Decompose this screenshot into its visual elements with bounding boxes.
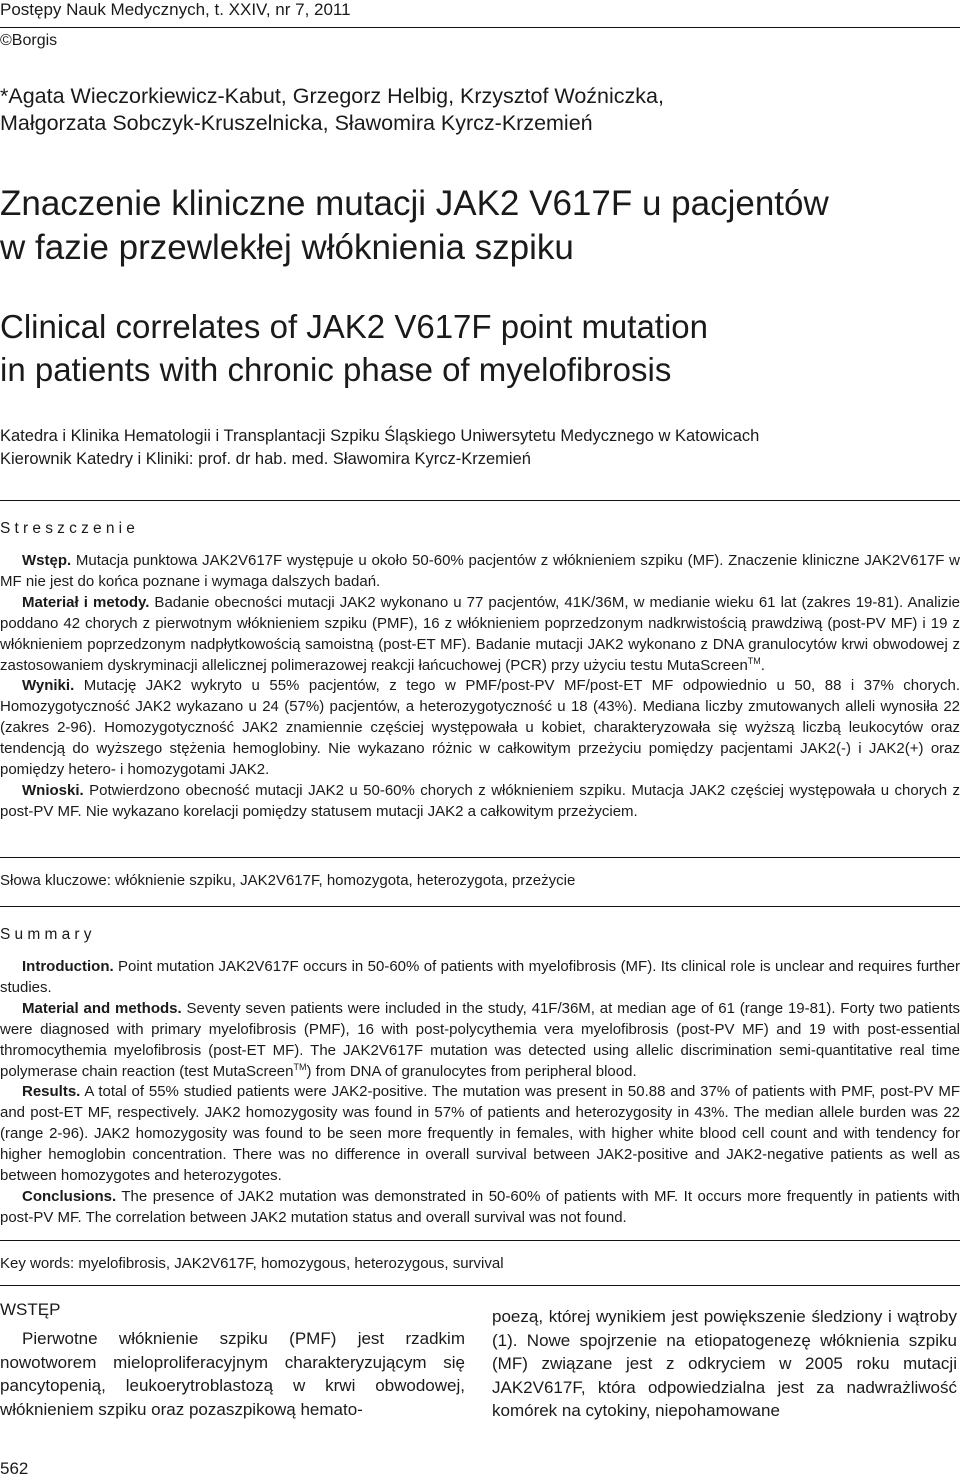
title-polish-line-1: Znaczenie kliniczne mutacji JAK2 V617F u pacjentów	[0, 184, 829, 223]
abstract-pl-results-text: Mutację JAK2 wykryto u 55% pacjentów, z tego w PMF/post-PV MF/post-ET MF odpowiednio u 50, 88 i 37% chorych. Homozygotyczność JAK2 wykazano u 24 (57%) pacjentów, a heterozygotyczność u 18 (43%). Mediana liczby zmutowanych alleli wynosiła 22 (zakres 2-96). Homozygotyczność JAK2 znamiennie częściej występowała u kobiet, charakteryzowała się wyższą liczbą leukocytów oraz tendencją do wyższego stężenia hemoglobiny. Nie wykazano różnic w całkowitym przeżyciu pomiędzy pacjentami JAK2(-) i JAK2(+) oraz pomiędzy hetero- i homozygotami JAK2.	[0, 677, 960, 779]
abstract-pl-results	[0, 676, 960, 781]
abstract-pl-conclusions	[0, 781, 960, 823]
section-heading-introduction: WSTĘP	[0, 1300, 61, 1319]
author-list	[0, 83, 664, 137]
title-english	[0, 305, 708, 391]
abstract-pl-introduction-label: Wstęp.	[22, 552, 72, 569]
abstract-en-results	[0, 1082, 960, 1187]
author-line-2: Małgorzata Sobczyk-Kruszelnicka, Sławomira Kyrcz-Krzemień	[0, 111, 593, 135]
title-english-line-1: Clinical correlates of JAK2 V617F point mutation	[0, 308, 709, 345]
abstract-en-conclusions-label: Conclusions.	[22, 1187, 117, 1205]
abstract-pl-introduction	[0, 551, 960, 593]
title-polish-line-2: w fazie przewlekłej włóknienia szpiku	[0, 228, 574, 267]
body-column-right	[492, 1305, 957, 1423]
trademark-mark: TM	[747, 655, 761, 666]
abstract-pl-introduction-text: Mutacja punktowa JAK2V617F występuje u około 50-60% pacjentów z włóknieniem szpiku (MF). Znaczenie kliniczne JAK2V617F w MF nie jest do końca poznane i wymaga dalszych badań.	[0, 552, 960, 590]
section-rule	[0, 1240, 960, 1241]
abstract-pl-results-label: Wyniki.	[22, 677, 75, 695]
abstract-en-introduction-label: Introduction.	[22, 958, 114, 975]
abstract-en-methods-label: Material and methods.	[22, 999, 182, 1017]
abstract-en-methods-end: ) from DNA of granulocytes from peripheral blood.	[306, 1062, 637, 1080]
body-paragraph: Pierwotne włóknienie szpiku (PMF) jest rzadkim nowotworem mieloproliferacyjnym charakteryzującym się pancytopenią, leukoerytroblastozą w krwi obwodowej, włóknieniem szpiku oraz pozaszpikową hemato-	[0, 1329, 465, 1419]
body-paragraph: poezą, której wynikiem jest powiększenie śledziony i wątroby (1). Nowe spojrzenie na etiopatogenezę włóknienia szpiku (MF) związane jest z odkryciem w 2005 roku mutacji JAK2V617F, która odpowiedzialna jest za nadwrażliwość komórek na cytokiny, niepohamowane	[492, 1307, 957, 1420]
abstract-en-results-label: Results.	[22, 1083, 81, 1101]
abstract-en-conclusions	[0, 1187, 960, 1229]
summary-heading: Summary	[0, 926, 96, 943]
abstract-en-introduction-text: Point mutation JAK2V617F occurs in 50-60% of patients with myelofibrosis (MF). Its clinical role is unclear and requires further studies.	[0, 958, 960, 996]
publisher-mark: ©Borgis	[0, 32, 58, 49]
keywords-polish: Słowa kluczowe: włóknienie szpiku, JAK2V617F, homozygota, heterozygota, przeżycie	[0, 872, 576, 889]
author-line-1: *Agata Wieczorkiewicz-Kabut, Grzegorz Helbig, Krzysztof Woźniczka,	[0, 84, 664, 108]
abstract-pl-methods-label: Materiał i metody.	[22, 593, 150, 611]
section-rule	[0, 1285, 960, 1286]
affiliation-line-1: Katedra i Klinika Hematologii i Transplantacji Szpiku Śląskiego Uniwersytetu Medycznego w Katowicach	[0, 427, 760, 445]
section-rule	[0, 906, 960, 907]
abstract-en-methods	[0, 999, 960, 1083]
title-polish	[0, 182, 829, 270]
section-rule	[0, 500, 960, 501]
title-english-line-2: in patients with chronic phase of myelofibrosis	[0, 351, 672, 388]
abstract-en-introduction	[0, 957, 960, 999]
abstract-en-methods-text: Seventy seven patients were included in the study, 41F/36M, at median age of 61 (range 19-81). Forty two patients were diagnosed with primary myelofibrosis (PMF), 16 with post-polycythemia vera myelofibrosis (post-PV MF) and 19 with post-essential thromocythemia myelofibrosis (post-ET MF). The JAK2V617F mutation was detected using allelic discrimination semi-quantitative real time polymerase chain reaction (test MutaScreen	[0, 999, 960, 1080]
affiliation-line-2: Kierownik Katedry i Kliniki: prof. dr hab. med. Sławomira Kyrcz-Krzemień	[0, 450, 531, 468]
abstract-en-conclusions-text: The presence of JAK2 mutation was demonstrated in 50-60% of patients with MF. It occurs more frequently in patients with post-PV MF. The correlation between JAK2 mutation status and overall survival was not found.	[0, 1187, 960, 1226]
abstract-en-results-text: A total of 55% studied patients were JAK2-positive. The mutation was present in 50.88 and 37% of patients with PMF, post-PV MF and post-ET MF, respectively. JAK2 homozygosity was found in 57% of patients and heterozygosity in 43%. The median allele burden was 22 (range 2-96). JAK2 homozygosity was found to be seen more frequently in females, with higher white blood cell count and with tendency for higher hemoglobin concentration. There was no difference in overall survival between JAK2-positive and JAK2-negative patients as well as between homozygotes and heterozygotes.	[0, 1083, 960, 1185]
journal-citation: Postępy Nauk Medycznych, t. XXIV, nr 7, 2011	[0, 0, 351, 19]
abstract-english	[0, 957, 960, 1229]
abstract-pl-methods-end: .	[760, 656, 765, 674]
abstract-polish	[0, 551, 960, 823]
streszczenie-heading: Streszczenie	[0, 520, 140, 537]
section-rule	[0, 857, 960, 858]
abstract-pl-conclusions-text: Potwierdzono obecność mutacji JAK2 u 50-60% chorych z włóknieniem szpiku. Mutacja JAK2 częściej występowała u chorych z post-PV MF. Nie wykazano korelacji pomiędzy statusem mutacji JAK2 a całkowitym przeżyciem.	[0, 781, 960, 820]
abstract-pl-methods	[0, 593, 960, 677]
keywords-english: Key words: myelofibrosis, JAK2V617F, homozygous, heterozygous, survival	[0, 1255, 504, 1272]
page-number: 562	[0, 1459, 29, 1478]
header-rule	[0, 27, 960, 28]
trademark-mark: TM	[293, 1061, 307, 1072]
abstract-pl-methods-text: Badanie obecności mutacji JAK2 wykonano u 77 pacjentów, 41K/36M, w medianie wieku 61 lat (zakres 19-81). Analizie poddano 42 chorych z pierwotnym włóknieniem szpiku (PMF), 16 z włóknieniem poprzedzonym nadkrwistością prawdziwą (post-PV MF) i 19 z włóknieniem poprzedzonym nadpłytkowością samoistną (post-ET MF). Badanie mutacji JAK2 wykonano z DNA granulocytów krwi obwodowej z zastosowaniem dyskryminacji allelicznej polimerazowej reakcji łańcuchowej (PCR) przy użyciu testu MutaScreen	[0, 593, 960, 674]
abstract-pl-conclusions-label: Wnioski.	[22, 781, 84, 799]
body-column-left	[0, 1327, 465, 1421]
affiliation	[0, 425, 759, 471]
